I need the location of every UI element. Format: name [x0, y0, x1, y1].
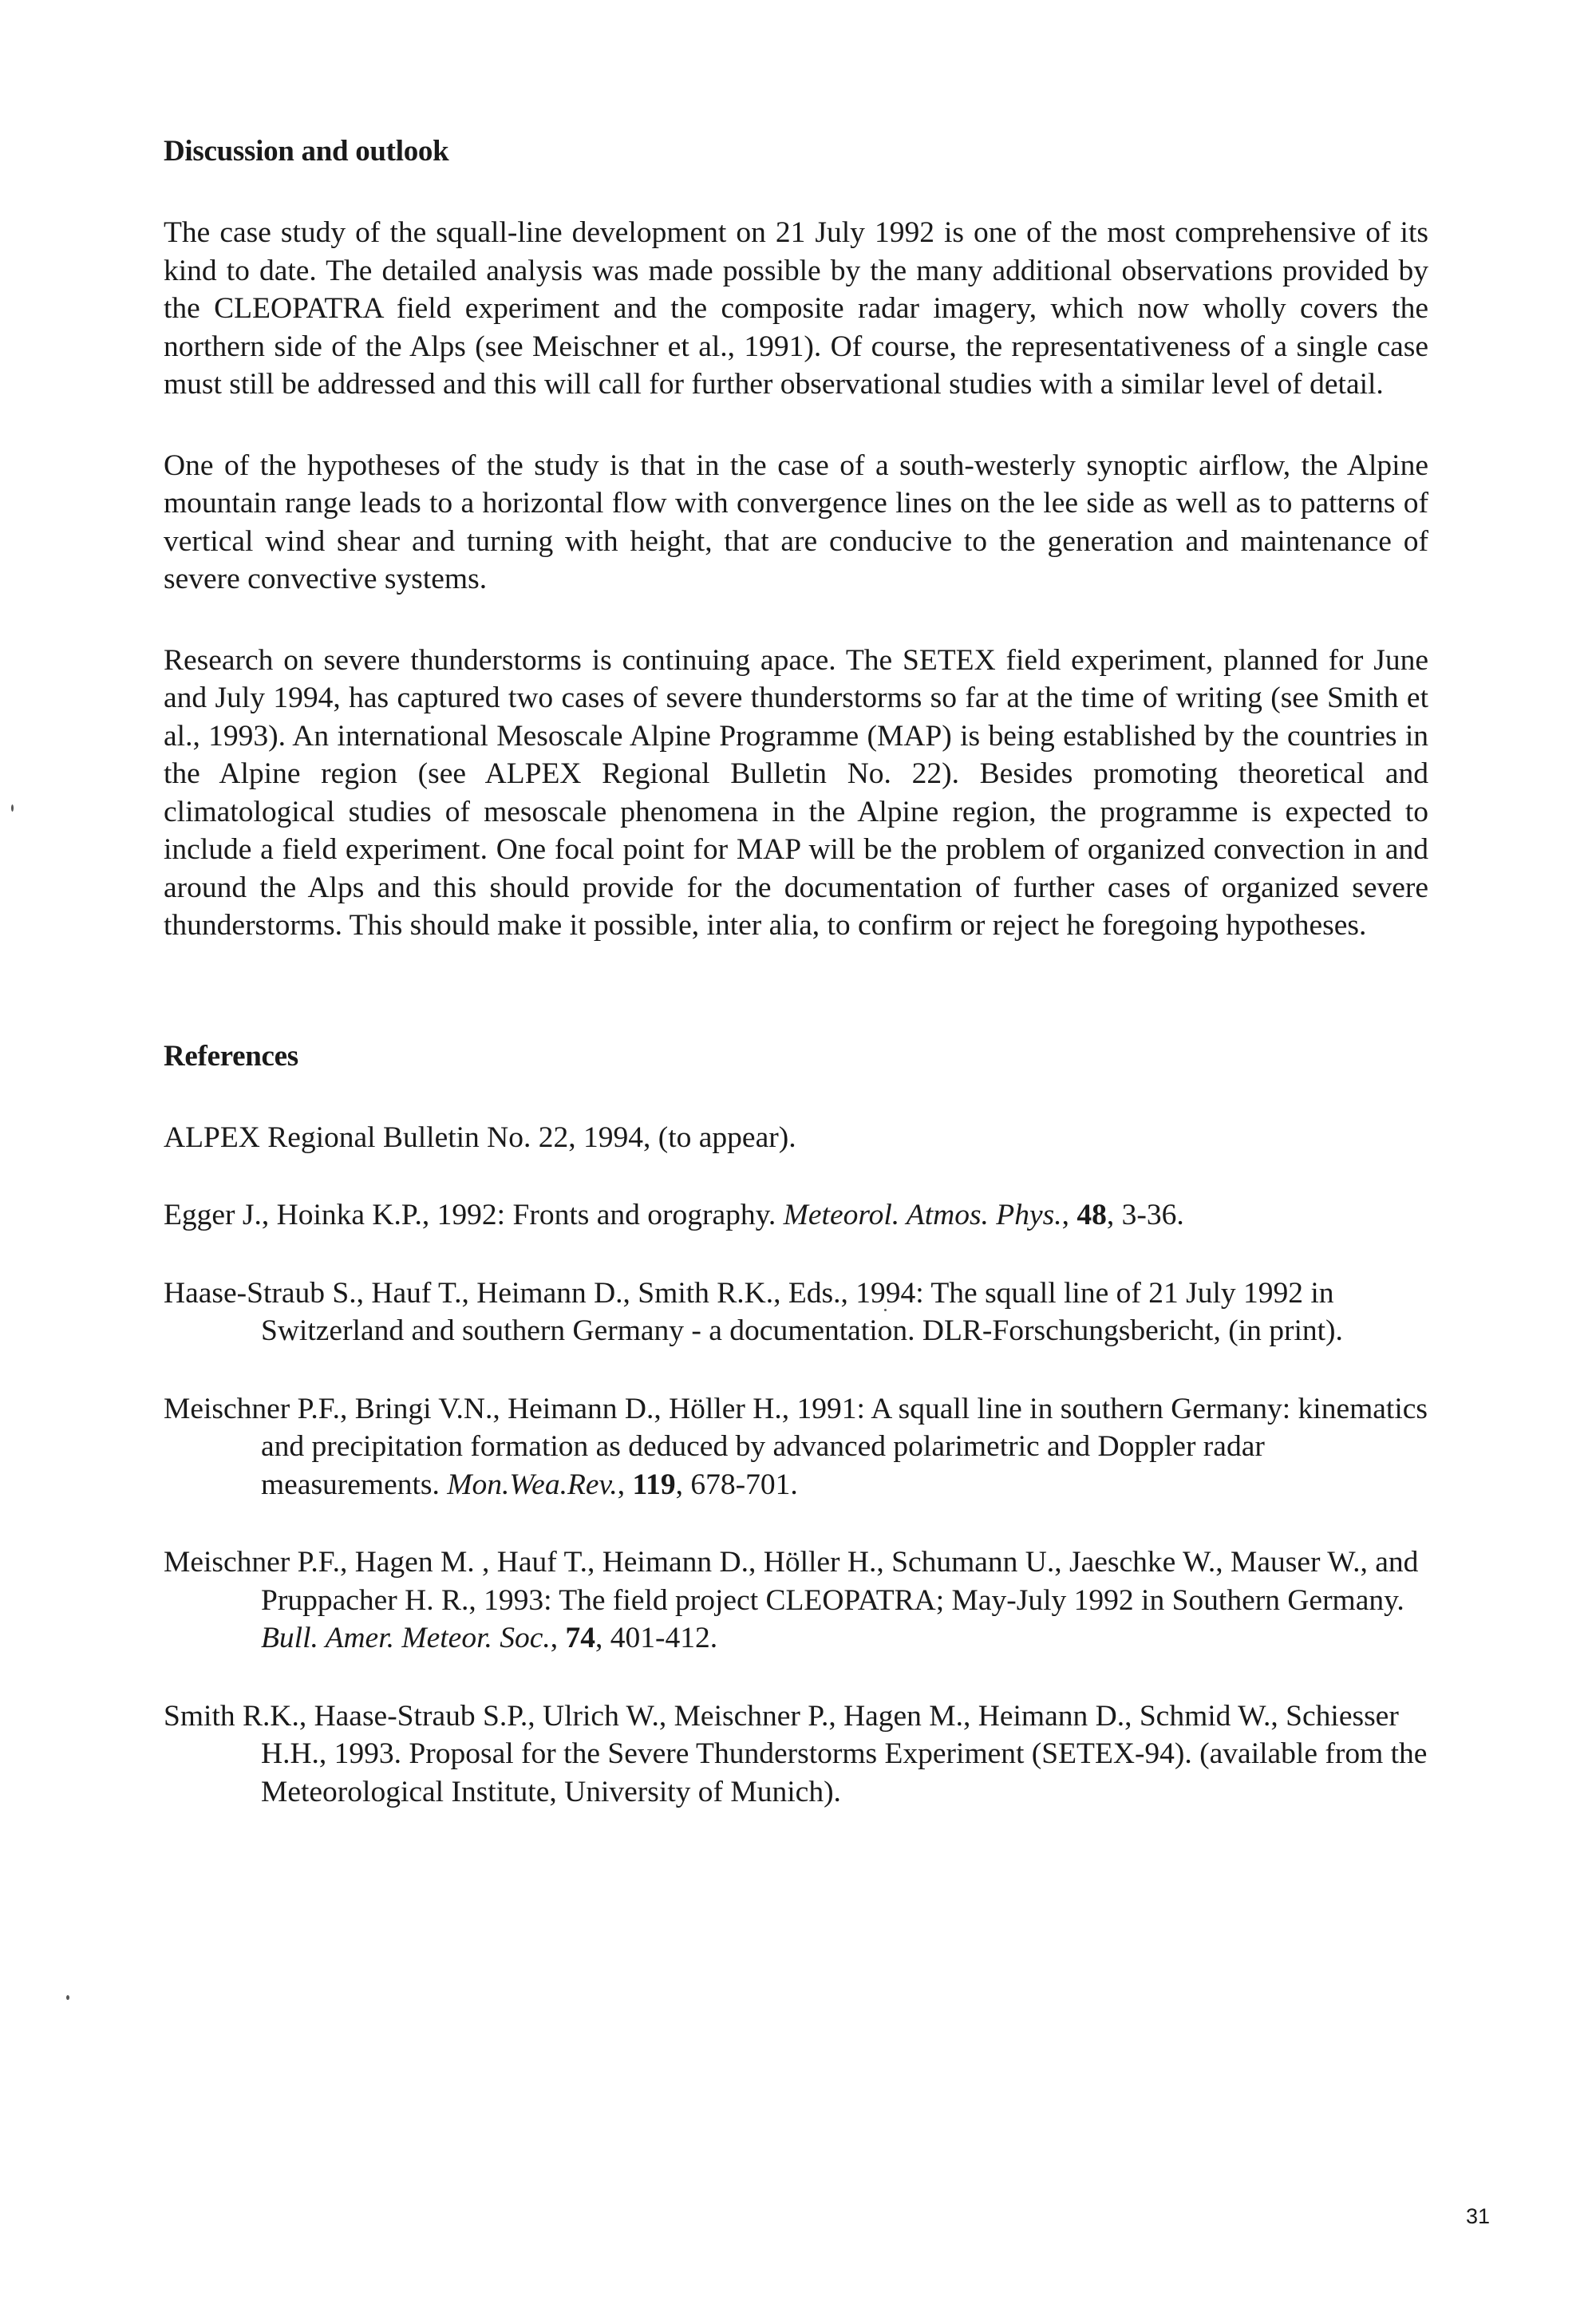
- section-heading-discussion: Discussion and outlook: [164, 135, 449, 168]
- reference-title: The squall line of 21 July 1992 in Switzerland and southern Germany - a documentation. DLR-Forschungsbericht, (in print).: [261, 1276, 1343, 1347]
- reference-authors: ALPEX Regional Bulletin No. 22, 1994, (to appear).: [164, 1120, 796, 1154]
- reference-authors: Meischner P.F., Bringi V.N., Heimann D., Höller H., 1991:: [164, 1392, 871, 1425]
- reference-volume: 74: [565, 1622, 596, 1654]
- reference-item: [164, 1275, 1428, 1350]
- reference-journal: Bull. Amer. Meteor. Soc.: [261, 1622, 551, 1654]
- reference-item: [164, 1697, 1428, 1812]
- scan-speck: [11, 804, 14, 812]
- page-number: 31: [1466, 2204, 1491, 2228]
- reference-volume: 119: [632, 1468, 676, 1501]
- paragraph-2: One of the hypotheses of the study is that in the case of a south-westerly synoptic airflow, the Alpine mountain range leads to a horizontal flow with convergence lines on the lee side as well as to patterns of vertical wind shear and turning with height, that are conducive to the generation and maintenance of severe convective systems.: [164, 449, 1428, 595]
- reference-item: Meischner P.F., Bringi V.N., Heimann D., Höller H., 1991: A squall line in southern Germany: kinematics and precipitation formation as deduced by advanced polarimetric and Doppler radar measurements. Mon.Wea.Rev., 119, 678-701.: [164, 1392, 1428, 1501]
- reference-authors: Smith R.K., Haase-Straub S.P., Ulrich W., Meischner P., Hagen M., Heimann D., Schmid W., Schiesser H.H., 1993.: [164, 1699, 1399, 1770]
- reference-item: Egger J., Hoinka K.P., 1992: Fronts and orography. Meteorol. Atmos. Phys., 48, 3-36.: [164, 1199, 1184, 1231]
- reference-item: Meischner P.F., Hagen M. , Hauf T., Heimann D., Höller H., Schumann U., Jaeschke W., Mauser W., and Pruppacher H. R., 1993: The field project CLEOPATRA; May-July 1992 in Southern Germany. Bull. Amer. Meteor. Soc., 74, 401-412.: [164, 1546, 1419, 1654]
- reference-authors: Egger J., Hoinka K.P., 1992:: [164, 1199, 513, 1231]
- reference-title: The field project CLEOPATRA; May-July 1992 in Southern Germany.: [559, 1583, 1404, 1617]
- reference-authors: Haase-Straub S., Hauf T., Heimann D., Smith R.K., Eds., 1994:: [164, 1276, 931, 1310]
- paragraph-1: The case study of the squall-line development on 21 July 1992 is one of the most comprehensive of its kind to date. The detailed analysis was made possible by the many additional observations provided by the CLEOPATRA field experiment and the composite radar imagery, which now wholly covers the northern side of the Alps (see Meischner et al., 1991). Of course, the representativeness of a single case must still be addressed and this will call for further observational studies with a similar level of detail.: [164, 216, 1428, 401]
- reference-journal: Mon.Wea.Rev.: [447, 1468, 618, 1501]
- reference-title: Fronts and orography.: [512, 1199, 784, 1231]
- scan-speck: [66, 1995, 69, 2000]
- reference-pages: , 678-701.: [675, 1468, 798, 1501]
- reference-item: [164, 1119, 1428, 1157]
- reference-title: Proposal for the Severe Thunderstorms Experiment (SETEX-94). (available from the Meteorological Institute, University of Munich).: [261, 1737, 1428, 1808]
- page-content: [164, 134, 1428, 1851]
- reference-title: A squall line in southern Germany: kinematics and precipitation formation as deduced by advanced polarimetric and Doppler radar measurements.: [261, 1392, 1428, 1501]
- reference-list: [164, 1119, 1428, 1812]
- reference-journal: Meteorol. Atmos. Phys.: [783, 1199, 1062, 1231]
- reference-volume: 48: [1077, 1199, 1107, 1231]
- paragraph-3: Research on severe thunderstorms is continuing apace. The SETEX field experiment, planned for June and July 1994, has captured two cases of severe thunderstorms so far at the time of writing (see Smith et al., 1993). An international Mesoscale Alpine Programme (MAP) is being established by the countries in the Alpine region (see ALPEX Regional Bulletin No. 22). Besides promoting theoretical and climatological studies of mesoscale phenomena in the Alpine region, the programme is expected to include a field experiment. One focal point for MAP will be the problem of organized convection in and around the Alps and this should provide for the documentation of further cases of organized severe thunderstorms. This should make it possible, inter alia, to confirm or reject he foregoing hypotheses.: [164, 643, 1428, 942]
- reference-authors: Meischner P.F., Hagen M. , Hauf T., Heimann D., Höller H., Schumann U., Jaeschke W., Mauser W., and Pruppacher H. R., 1993:: [164, 1546, 1419, 1617]
- scan-speck: [884, 1309, 887, 1311]
- reference-pages: , 3-36.: [1106, 1199, 1184, 1231]
- section-heading-references: References: [164, 1039, 298, 1073]
- reference-pages: , 401-412.: [595, 1622, 718, 1654]
